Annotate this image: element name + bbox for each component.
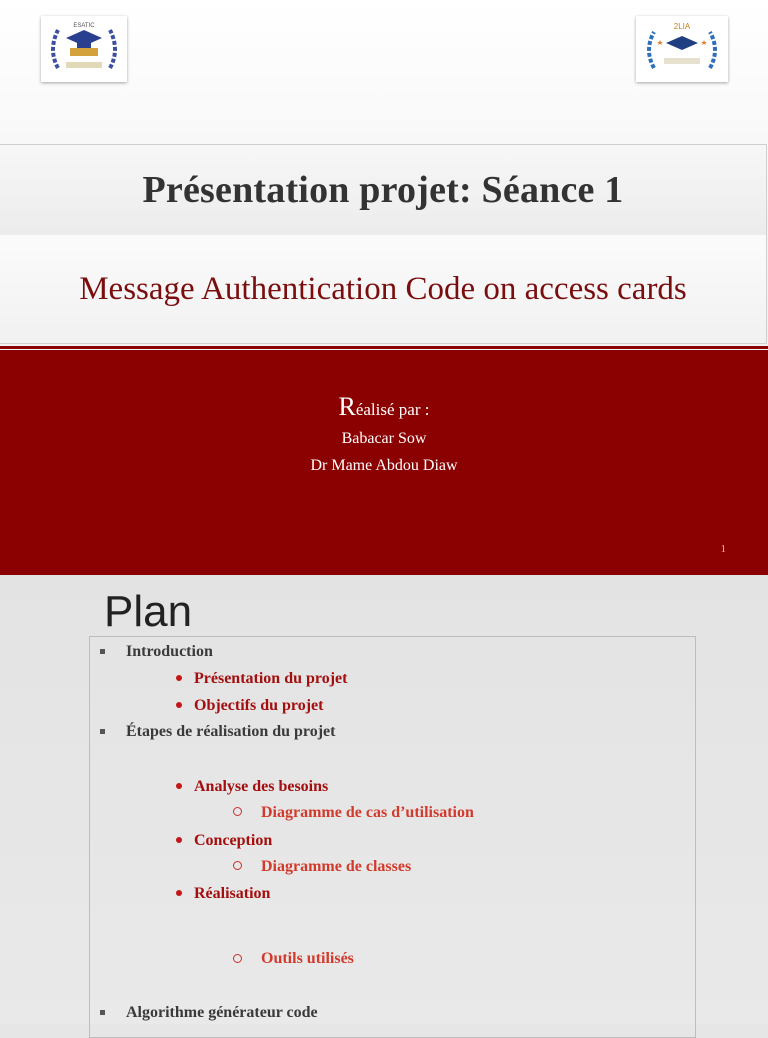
school-logo-left	[41, 16, 127, 82]
plan-item-level2: Objectifs du projet	[194, 697, 324, 714]
dot-bullet-icon	[176, 675, 182, 681]
square-bullet-icon	[100, 649, 105, 654]
circle-bullet-icon	[233, 861, 242, 870]
author-name: Babacar Sow	[341, 430, 427, 447]
plan-item-level3: Diagramme de cas d’utilisation	[261, 804, 474, 821]
school-logo-right	[636, 16, 728, 82]
realise-label	[0, 392, 768, 422]
plan-item-level2: Présentation du projet	[194, 670, 348, 687]
realise-rest: éalisé par :	[355, 400, 430, 419]
circle-bullet-icon	[233, 807, 242, 816]
realise-cap: R	[338, 392, 356, 421]
title-box	[0, 144, 767, 236]
square-bullet-icon	[100, 729, 105, 734]
dot-bullet-icon	[176, 837, 182, 843]
plan-title: Plan	[104, 587, 193, 636]
plan-item-level1: Introduction	[126, 643, 213, 660]
laurel-logo-icon	[640, 18, 724, 80]
plan-item-level2: Analyse des besoins	[194, 778, 329, 795]
plan-item-level3: Outils utilisés	[261, 950, 354, 967]
slide-number: 1	[720, 543, 726, 555]
square-bullet-icon	[100, 1010, 105, 1015]
dot-bullet-icon	[176, 702, 182, 708]
plan-item-level2: Conception	[194, 832, 273, 849]
authors-band	[0, 350, 768, 575]
presentation-title: Présentation projet: Séance 1	[142, 169, 624, 211]
author-name: Dr Mame Abdou Diaw	[310, 457, 458, 474]
plan-slide	[0, 575, 768, 1024]
plan-item-level3: Diagramme de classes	[261, 858, 412, 875]
dot-bullet-icon	[176, 890, 182, 896]
laurel-logo-icon	[44, 18, 124, 80]
circle-bullet-icon	[233, 954, 242, 963]
plan-item-level1: Étapes de réalisation du projet	[126, 723, 336, 740]
plan-item-level1: Algorithme générateur code	[126, 1004, 318, 1021]
divider-line	[0, 346, 768, 349]
presentation-subtitle: Message Authentication Code on access cards	[79, 270, 687, 307]
svg-text:ESATIC: ESATIC	[73, 23, 95, 29]
subtitle-box	[0, 235, 767, 344]
svg-text:2LIA: 2LIA	[673, 22, 691, 31]
dot-bullet-icon	[176, 783, 182, 789]
plan-item-level2: Réalisation	[194, 885, 271, 902]
